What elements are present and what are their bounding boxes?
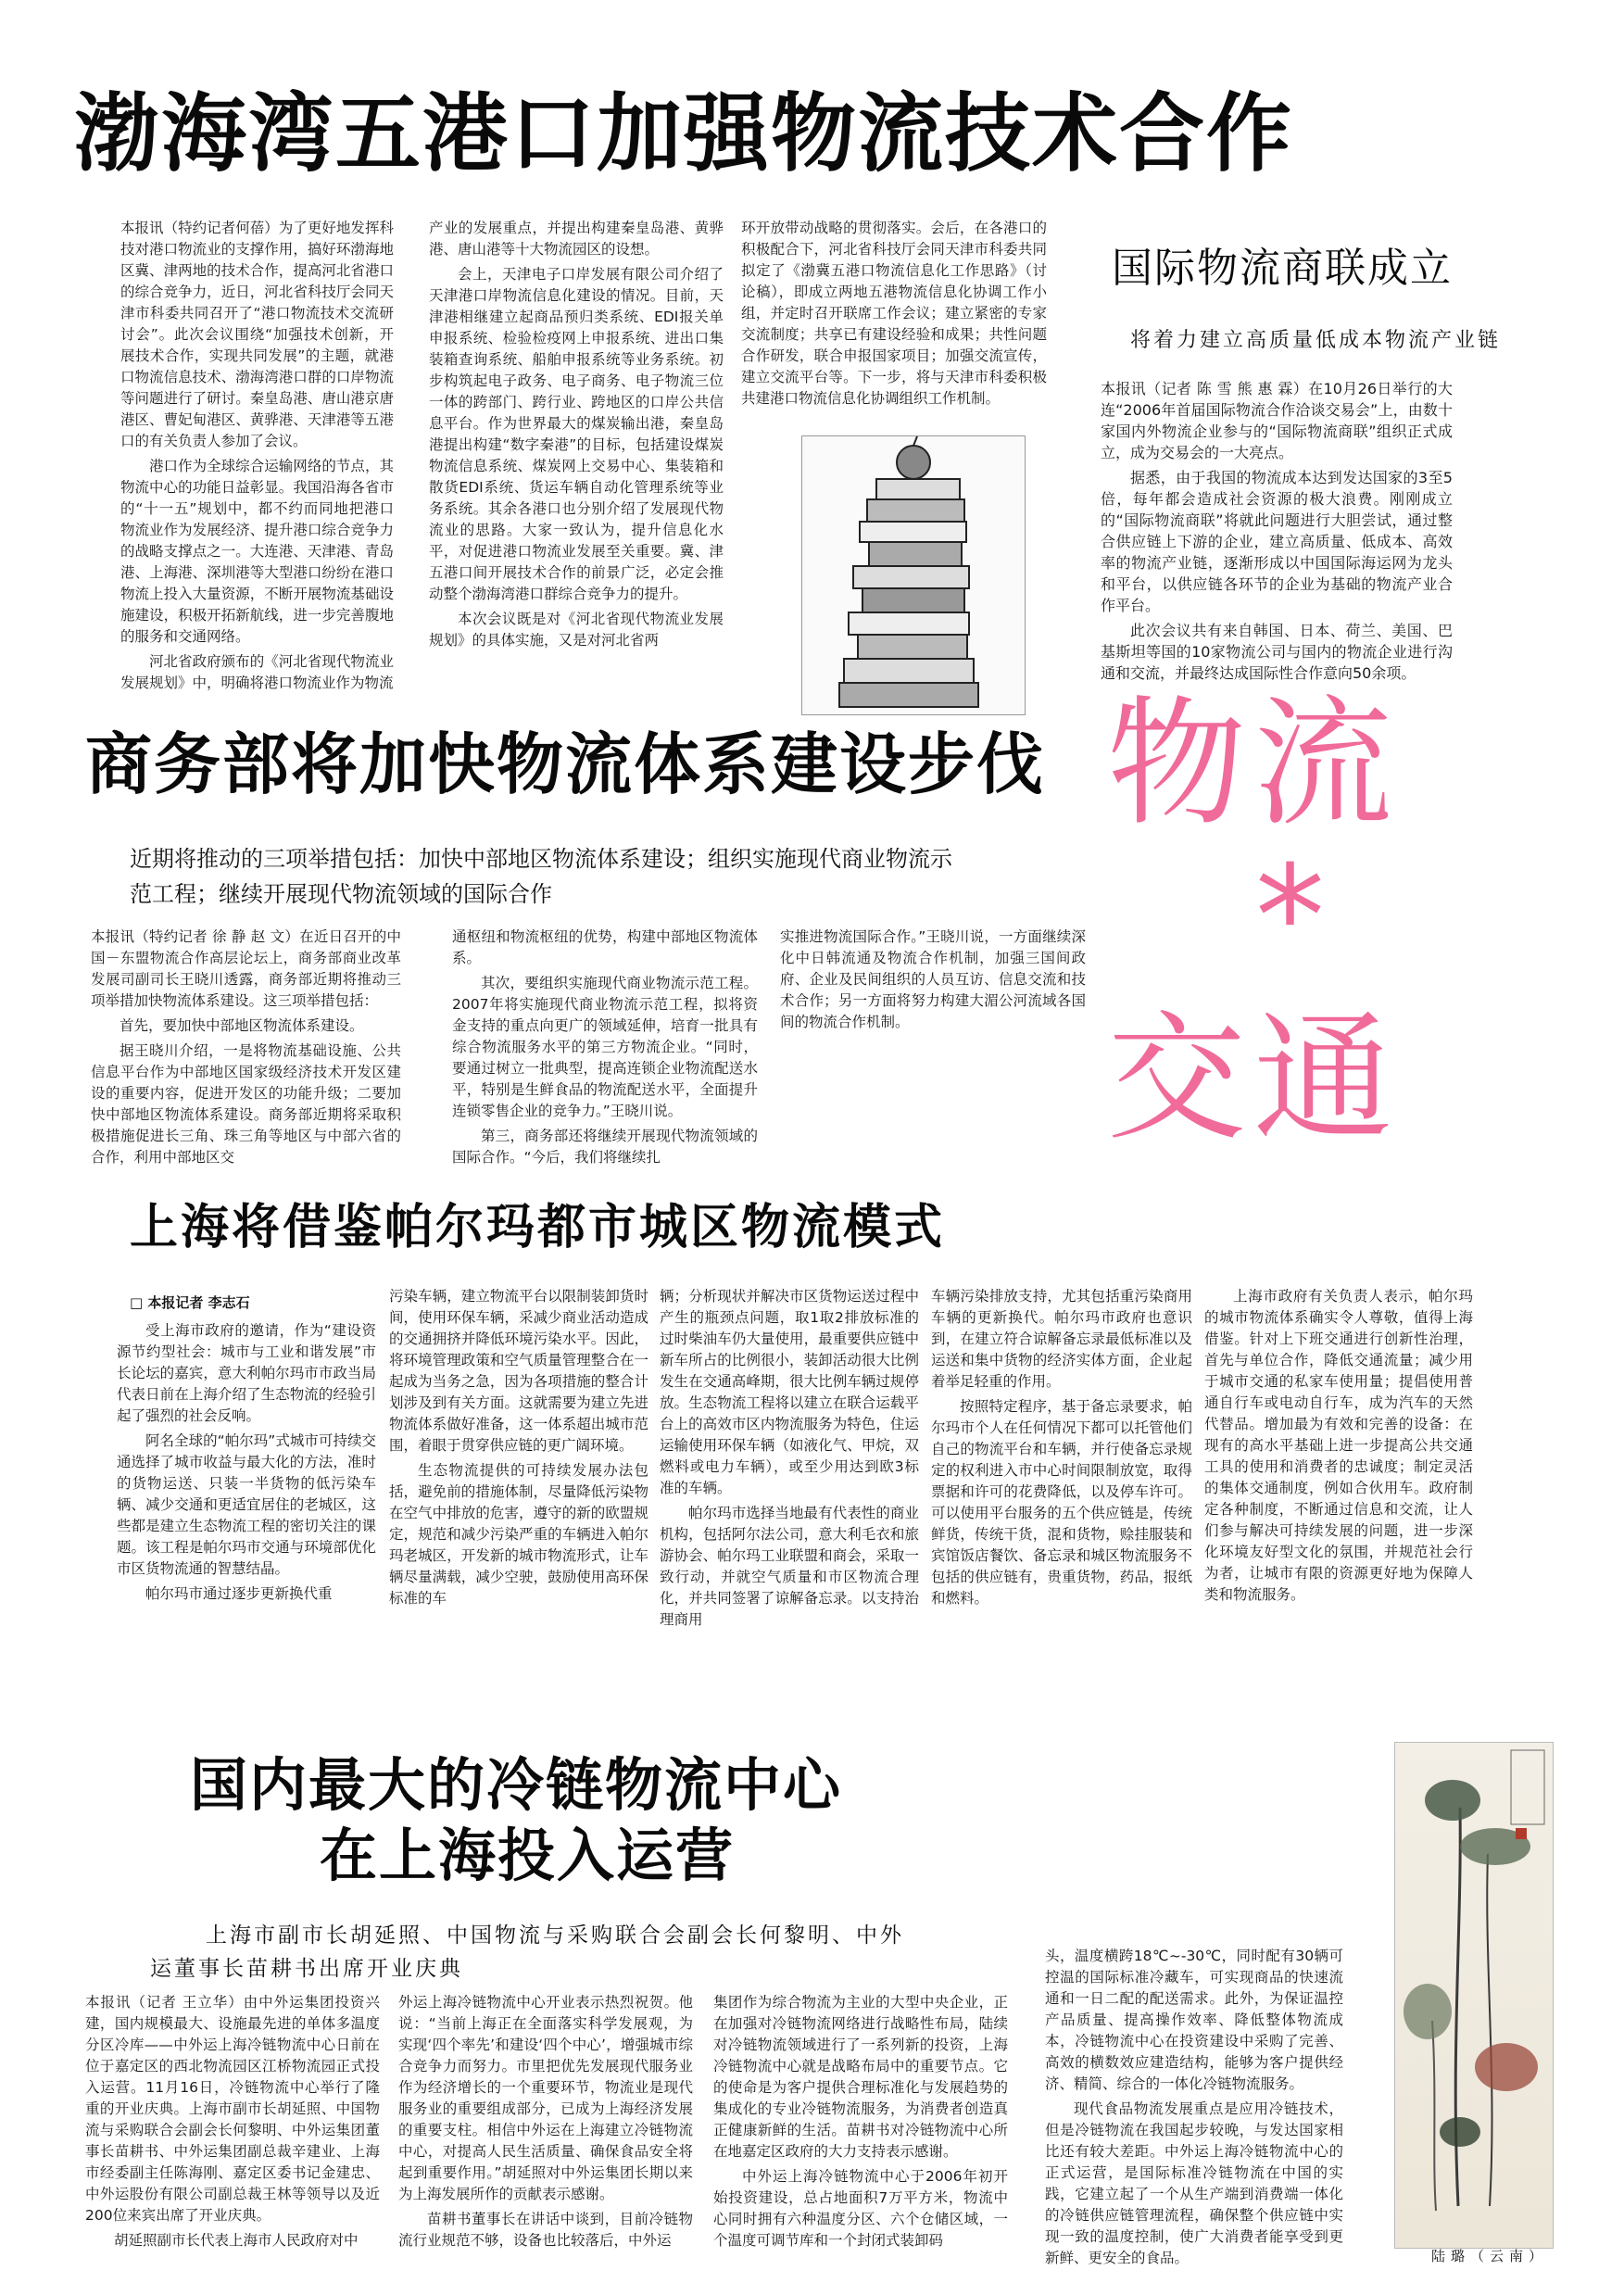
article4-col2 xyxy=(389,1286,648,1726)
article3-deck: 近期将推动的三项举措包括：加快中部地区物流体系建设；组织实施现代商业物流示范工程；继续开展现代物流领域的国际合作 xyxy=(130,846,952,907)
article2-p3: 此次会议共有来自韩国、日本、荷兰、美国、巴基斯坦等国的10家物流公司与国内的物流企业进行沟通和交流，并最终达成国际性合作意向50余项。 xyxy=(1101,622,1453,682)
article1-headline: 渤海湾五港口加强物流技术合作 xyxy=(74,84,1294,183)
article5-deck-line2: 运董事长苗耕书出席开业庆典 xyxy=(150,1957,463,1981)
article1-col2-p3: 本次会议既是对《河北省现代物流业发展规划》的具体实施，又是对河北省两 xyxy=(429,611,724,649)
article5-col3-p2: 中外运上海冷链物流中心于2006年初开始投资建设，总占地面积7万平方米，物流中心同时拥有六种温度分区、六个仓储区域，一个温度可调节库和一个封闭式装卸码 xyxy=(713,2168,1008,2249)
painting-caption: 陆璐（云南） xyxy=(1431,2248,1549,2264)
article4-col2-p1: 污染车辆，建立物流平台以限制装卸货时间，使用环保车辆，采减少商业活动造成的交通拥挤并降低环境污染水平。因此，将环境管理政策和空气质量管理整合在一起成为当务之急，因为各项措施的整合计划涉及到有关方面。这就需要为建立先进物流体系做好准备，这一体系超出城市范围，着眼于贯穿供应链的更广阔环境。 xyxy=(389,1288,648,1454)
article3-col2-p2: 其次，要组织实施现代商业物流示范工程。2007年将实施现代商业物流示范工程，拟将资金支持的重点向更广的领域延伸，培育一批具有综合物流服务水平的第三方物流企业。“同时，要通过树立一批典型，提高连锁企业物流配送水平，特别是生鲜食品的物流配送水平，全面提升连锁零售企业的竞争力。”王晓川说。 xyxy=(452,975,758,1119)
article1-col1-p3: 河北省政府颁布的《河北省现代物流业发展规划》中，明确将港口物流业作为物流 xyxy=(120,653,394,691)
article5-col4-p1: 头，温度横跨18℃~-30℃，同时配有30辆可控温的国际标准冷藏车，可实现商品的快速流通和一日二配的配送需求。此外，为保证温控产品质量、提高操作效率、降低整体物流成本，冷链物流中心在投资建设中采购了完善、高效的横数效应建造结构，能够为客户提供经济、精简、综合的一体化冷链物流服务。 xyxy=(1045,1948,1343,2092)
article5-col2-p1: 外运上海冷链物流中心开业表示热烈祝贺。他说：“当前上海正在全面落实科学发展观，为实现‘四个率先’和建设‘四个中心’，增强城市综合竞争力而努力。市里把优先发展现代服务业作为经济增长的一个重要环节，物流业是现代服务业的重要组成部分，已成为上海经济发展的重要支柱。相信中外运在上海建立冷链物流中心，对提高人民生活质量、确保食品安全将起到重要作用。”胡延照对中外运集团长期以来为上海发展所作的贡献表示感谢。 xyxy=(398,1994,693,2202)
article4-col4 xyxy=(931,1286,1192,1726)
article1-col3 xyxy=(741,218,1047,440)
article3-col2 xyxy=(452,927,758,1177)
article4-col1-p1: 受上海市政府的邀请，作为“建设资源节约型社会：城市与工业和谐发展”市长论坛的嘉宾，意大利帕尔玛市市政当局代表日前在上海介绍了生态物流的经验引起了强烈的社会反响。 xyxy=(117,1322,376,1424)
article3-col3-p1: 实推进物流国际合作。”王晓川说，一方面继续深化中日韩流通及物流合作机制，加强三国间政府、企业及民间组织的人员互访、信息交流和技术合作；另一方面将努力构建大湄公河流域各国间的物流合作机制。 xyxy=(780,928,1086,1030)
article1-col1-p1: 本报讯（特约记者何蓓）为了更好地发挥科技对港口物流业的支撑作用，搞好环渤海地区冀、津两地的技术合作，提高河北省港口的综合竞争力，近日，河北省科技厅会同天津市科委共同召开了“港口物流技术交流研讨会”。此次会议围绕“加强技术创新，开展技术合作，实现共同发展”的主题，就港口物流信息技术、渤海湾港口群的口岸物流等问题进行了研讨。秦皇岛港、唐山港京唐港区、曹妃甸港区、黄骅港、天津港等五港口的有关负责人参加了会议。 xyxy=(120,220,394,449)
article2-subhead: 将着力建立高质量低成本物流产业链 xyxy=(1130,329,1502,352)
article5-col4-p2: 现代食品物流发展重点是应用冷链技术，但是冷链物流在我国起步较晚，与发达国家相比还有较大差距。中外运上海冷链物流中心的正式运营，是国际标准冷链物流在中国的实践，它建立起了一个从生产端到消费端一体化的冷链供应链管理流程，确保整个供应链中实现一致的温度控制，使广大消费者能享受到更新鲜、更安全的食品。 xyxy=(1045,2100,1343,2266)
article2-p2: 据悉，由于我国的物流成本达到发达国家的3至5倍，每年都会造成社会资源的极大浪费。刚刚成立的“国际物流商联”将就此问题进行大胆尝试，通过整合供应链上下游的企业，建立高质量、低成本、高效率的物流产业链，逐渐形成以中国国际海运网为龙头和平台，以供应链各环节的企业为基础的物流产业合作平台。 xyxy=(1101,469,1453,614)
section-title-star: * xyxy=(1255,837,1325,998)
article1-col2-p1: 产业的发展重点，并提出构建秦皇岛港、黄骅港、唐山港等十大物流园区的设想。 xyxy=(429,220,724,258)
article2-p1: 本报讯（记者 陈 雪 熊 惠 霖）在10月26日举行的大连“2006年首届国际物流合作洽谈交易会”上，由数十家国内外物流企业参与的“国际物流商联”组织正式成立，成为交易会的一大亮点。 xyxy=(1101,380,1453,461)
article3-col1 xyxy=(91,927,401,1177)
article2-body xyxy=(1101,378,1453,682)
article4-col5-p1: 上海市政府有关负责人表示，帕尔玛的城市物流体系确实令人尊敬，值得上海借鉴。针对上下班交通进行创新性治理，首先与单位合作，降低交通流量；减少用于城市交通的私家车使用量；提倡使用普通自行车或电动自行车，成为汽车的天然代替品。增加最为有效和完善的设备：在现有的高水平基础上进一步提高公共交通工具的使用和消费者的忠诚度；制定灵活的集体交通制度，例如合伙用车。政府制定各种制度，不断通过信息和交流，让人们参与解决可持续发展的问题，进一步深化环境友好型文化的氛围，并规范社会行为者，让城市有限的资源更好地为保障人类和物流服务。 xyxy=(1204,1288,1473,1603)
article4-col1 xyxy=(117,1320,376,1728)
article4-col2-p2: 生态物流提供的可持续发展办法包括，避免前的措施体制，尽量降低污染物在空气中排放的危害，遵守的新的欧盟规定，规范和减少污染严重的车辆进入帕尔玛老城区，开发新的城市物流形式，让车辆尽量满载，减少空驶，鼓励使用高环保标准的车 xyxy=(389,1462,648,1607)
article5-col3-p1: 集团作为综合物流为主业的大型中央企业，正在加强对冷链物流网络进行战略性布局，陆续对冷链物流领域进行了一系列新的投资，上海冷链物流中心就是战略布局中的重要节点。它的使命是为客户提供合理标准化与发展趋势的集成化的专业冷链物流服务，为消费者创造真正健康新鲜的生活。苗耕书对冷链物流中心所在地嘉定区政府的大力支持表示感谢。 xyxy=(713,1994,1008,2160)
lotus-painting xyxy=(1394,1742,1554,2249)
article4-col4-p1: 车辆污染排放支持，尤其包括重污染商用车辆的更新换代。帕尔玛市政府也意识到，在建立符合谅解备忘录最低标准以及运送和集中货物的经济实体方面，企业起着举足轻重的作用。 xyxy=(931,1288,1192,1390)
article3-col1-p2: 首先，要加快中部地区物流体系建设。 xyxy=(120,1017,364,1034)
article4-col3-p1: 辆；分析现状并解决市区货物运送过程中产生的瓶颈点问题，取1取2排放标准的过时柴油车仍大量使用，最重要供应链中新车所占的比例很小，装卸活动很大比例发生在交通高峰期，很大比例车辆过规停放。生态物流工程将以建立在联合运载平台上的高效市区内物流服务为特色，住运运输使用环保车辆（如液化气、甲烷，双燃料或电力车辆），或至少用达到欧3标准的车辆。 xyxy=(660,1288,919,1496)
article3-col1-p3: 据王晓川介绍，一是将物流基础设施、公共信息平台作为中部地区国家级经济技术开发区建设的重要内容，促进开发区的功能升级；二要加快中部地区物流体系建设。商务部近期将采取积极措施促进长三角、珠三角等地区与中部六省的合作，利用中部地区交 xyxy=(91,1042,401,1166)
article3-headline: 商务部将加快物流体系建设步伐 xyxy=(85,725,1046,803)
article5-col1-p2: 胡延照副市长代表上海市人民政府对中 xyxy=(114,2232,359,2249)
article5-col2-p2: 苗耕书董事长在讲话中谈到，目前冷链物流行业规范不够，设备也比较落后，中外运 xyxy=(398,2211,693,2249)
article5-headline-line2: 在上海投入运营 xyxy=(320,1822,736,1889)
article5-col1-p1: 本报讯（记者 王立华）由中外运集团投资兴建，国内规模最大、设施最先进的单体多温度分区冷库——中外运上海冷链物流中心日前在位于嘉定区的西北物流园区江桥物流园正式投入运营。11月16日，冷链物流中心举行了隆重的开业庆典。上海市副市长胡延照、中国物流与采购联合会副会长何黎明、中外运集团董事长苗耕书、中外运集团副总裁辛建业、上海市经委副主任陈海刚、嘉定区委书记金建忠、中外运股份有限公司副总裁王林等领导以及近200位来宾出席了开业庆典。 xyxy=(85,1994,380,2224)
books-illustration xyxy=(801,435,1026,715)
article1-col2-p2: 会上，天津电子口岸发展有限公司介绍了天津港口岸物流信息化建设的情况。目前，天津港相继建立起商品预归类系统、EDI报关单申报系统、检验检疫网上申报系统、进出口集装箱查询系统、船舶申报系统等业务系统。初步构筑起电子政务、电子商务、电子物流三位一体的跨部门、跨行业、跨地区的口岸公共信息平台。作为世界最大的煤炭输出港，秦皇岛港提出构建“数字秦港”的目标，包括建设煤炭物流信息系统、煤炭网上交易中心、集装箱和散货EDI系统、货运车辆自动化管理系统等业务系统。其余各港口也分别介绍了发展现代物流业的思路。大家一致认为，提升信息化水平，对促进港口物流业发展至关重要。冀、津五港口间开展技术合作的前景广泛，必定会推动整个渤海湾港口群综合竞争力的提升。 xyxy=(429,266,724,602)
article1-col1 xyxy=(120,218,394,737)
article5-deck-line1: 上海市副市长胡延照、中国物流与采购联合会副会长何黎明、中外 xyxy=(206,1923,904,1948)
article5-col3 xyxy=(713,1992,1008,2261)
article5-col2 xyxy=(398,1992,693,2261)
article5-col1 xyxy=(85,1992,380,2261)
article5-headline-line1: 国内最大的冷链物流中心 xyxy=(190,1751,843,1819)
stacked-books-apple-icon xyxy=(802,436,1025,714)
article4-col3 xyxy=(660,1286,919,1726)
article4-byline: □ 本报记者 李志石 xyxy=(130,1294,250,1311)
article5-col4 xyxy=(1045,1946,1343,2266)
article1-col2 xyxy=(429,218,724,737)
article1-col1-p2: 港口作为全球综合运输网络的节点，其物流中心的功能日益彰显。我国沿海各省市的“十一五”规划中，都不约而同地把港口物流业作为发展经济、提升港口综合竞争力的战略支撑点之一。大连港、天津港、青岛港、上海港、深圳港等大型港口纷纷在港口物流上投入大量资源，不断开展物流基础设施建设，积极开拓新航线，进一步完善腹地的服务和交通网络。 xyxy=(120,458,394,645)
article4-col1-p3: 帕尔玛市通过逐步更新换代重 xyxy=(145,1585,333,1602)
article3-col1-p1: 本报讯（特约记者 徐 静 赵 文）在近日召开的中国－东盟物流合作高层论坛上，商务部商业改革发展司副司长王晓川透露，商务部近期将推动三项举措加快物流体系建设。这三项举措包括： xyxy=(91,928,401,1009)
article1-col3-p1: 环开放带动战略的贯彻落实。会后，在各港口的积极配合下，河北省科技厅会同天津市科委共同拟定了《渤冀五港口物流信息化工作思路》（讨论稿），即成立两地五港物流信息化协调工作小组，并定时召开联席工作会议；建立紧密的专家交流制度；共享已有建设经验和成果；共性问题合作研发，联合申报国家项目；加强交流宣传，建立交流平台等。下一步，将与天津市科委积极共建港口物流信息化协调组织工作机制。 xyxy=(741,220,1047,407)
article4-col4-p2: 按照特定程序，基于备忘录要求，帕尔玛市个人在任何情况下都可以托管他们自己的物流平台和车辆，并行使备忘录规定的权利进入市中心时间限制放宽，取得票据和许可的花费降低，以及停车许可。可以使用平台服务的五个供应链是，传统鲜货，传统干货，混和货物，赊挂服装和宾馆饭店餐饮、备忘录和城区物流服务不包括的供应链有，贵重货物，药品，报纸和燃料。 xyxy=(931,1398,1192,1607)
article4-col5 xyxy=(1204,1286,1473,1726)
article2-headline: 国际物流商联成立 xyxy=(1112,245,1453,292)
section-title-jiaotong: 交通 xyxy=(1107,999,1401,1160)
article4-col3-p2: 帕尔玛市选择当地最有代表性的商业机构，包括阿尔法公司，意大利毛衣和旅游协会、帕尔玛工业联盟和商会，采取一致行动，并就空气质量和市区物流合理化，并共同签署了谅解备忘录。以支持治理商用 xyxy=(660,1505,919,1628)
article4-headline: 上海将借鉴帕尔玛都市城区物流模式 xyxy=(130,1199,946,1255)
article3-col3 xyxy=(780,927,1086,1084)
lotus-painting-icon xyxy=(1395,1743,1553,2248)
article3-col2-p3: 第三，商务部还将继续开展现代物流领域的国际合作。“今后，我们将继续扎 xyxy=(452,1128,758,1166)
section-title-wuliu: 物流 xyxy=(1107,684,1401,845)
article4-col1-p2: 阿名全球的“帕尔玛”式城市可持续交通选择了城市收益与最大化的方法，准时的货物运送、只装一半货物的低污染车辆、减少交通和更适宜居住的老城区，这些都是建立生态物流工程的密切关注的课题。该工程是帕尔玛市交通与环境部优化市区货物流通的智慧结晶。 xyxy=(117,1432,376,1577)
article3-col2-p1: 通枢纽和物流枢纽的优势，构建中部地区物流体系。 xyxy=(452,928,758,966)
